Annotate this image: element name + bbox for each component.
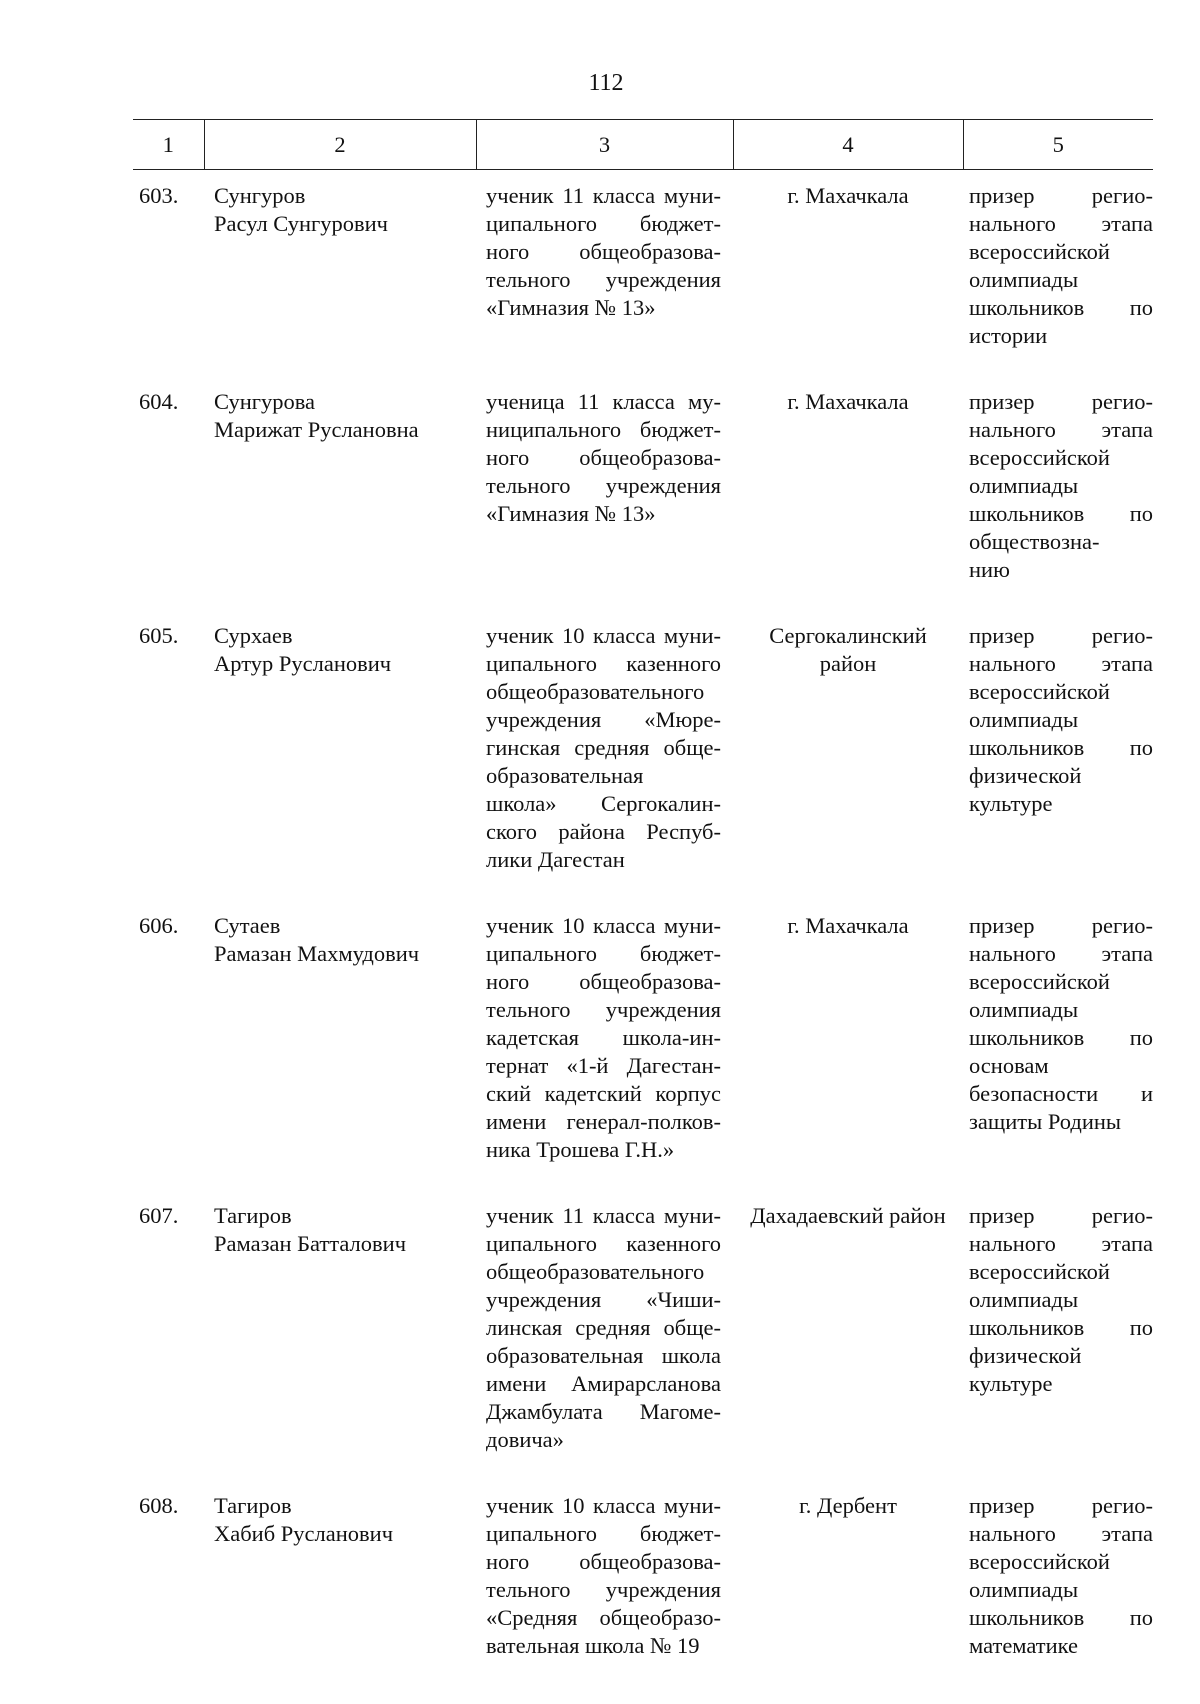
person-name-line: Сунгурова: [214, 389, 316, 414]
award-status-line: физической: [969, 1343, 1082, 1368]
institution-line: ника Трошева Г.Н.»: [486, 1137, 675, 1162]
region-cell: [733, 170, 963, 377]
institution-line: школа» Сергокалин-: [486, 791, 721, 816]
award-status-line: олимпиады: [969, 473, 1079, 498]
award-status-line: школьников по: [969, 735, 1153, 760]
award-status-line: основам: [969, 1053, 1049, 1078]
person-name-line: Марижат Руслановна: [214, 417, 419, 442]
award-status-line: школьников по: [969, 295, 1153, 320]
table-row: [133, 376, 1153, 610]
person-name-line: Рамазан Батталович: [214, 1231, 407, 1256]
person-name-line: Рамазан Махмудович: [214, 941, 420, 966]
region-line: г. Махачкала: [787, 183, 909, 208]
institution-line: ский кадетский корпус: [486, 1081, 721, 1106]
institution-line: ученик 10 класса муни-: [486, 623, 721, 648]
institution-line: ученик 11 класса муни-: [486, 183, 721, 208]
person-name-line: Расул Сунгурович: [214, 211, 389, 236]
row-number-cell: 608.: [139, 1493, 179, 1518]
institution-line: ципального бюджет-: [486, 941, 721, 966]
page-number: 112: [588, 70, 624, 96]
award-status-line: призер регио-: [969, 1203, 1153, 1228]
institution-line: ученица 11 класса му-: [486, 389, 721, 414]
award-status-cell: [963, 1480, 1153, 1686]
institution-line: лики Дагестан: [486, 847, 625, 872]
person-name-line: Сурхаев: [214, 623, 293, 648]
award-status-line: призер регио-: [969, 183, 1153, 208]
institution-line: ского района Респуб-: [486, 819, 721, 844]
institution-line: образовательная: [486, 763, 644, 788]
institution-line: ученик 11 класса муни-: [486, 1203, 721, 1228]
person-name-line: Артур Русланович: [214, 651, 392, 676]
person-name-cell: [204, 376, 476, 610]
region-line: г. Махачкала: [787, 389, 909, 414]
institution-line: учреждения «Мюре-: [486, 707, 721, 732]
institution-line: вательная школа № 19: [486, 1633, 700, 1658]
award-status-line: нального этапа: [969, 211, 1153, 236]
institution-cell: [476, 170, 733, 377]
institution-line: ученик 10 класса муни-: [486, 1493, 721, 1518]
institution-line: тернат «1-й Дагестан-: [486, 1053, 721, 1078]
table-row: [133, 610, 1153, 900]
award-status-line: всероссийской: [969, 1549, 1110, 1574]
row-number-cell: 606.: [139, 913, 179, 938]
institution-line: «Средняя общеобразо-: [486, 1605, 721, 1630]
award-status-line: школьников по: [969, 1315, 1153, 1340]
table-row: [133, 170, 1153, 377]
region-line: район: [819, 651, 877, 676]
person-name-line: Тагиров: [214, 1493, 292, 1518]
institution-line: линская средняя обще-: [486, 1315, 721, 1340]
table-header-row: [133, 120, 1153, 170]
table-row: [133, 900, 1153, 1190]
award-status-line: всероссийской: [969, 969, 1110, 994]
institution-line: тельного учреждения: [486, 1577, 721, 1602]
institution-cell: [476, 376, 733, 610]
institution-line: кадетская школа-ин-: [486, 1025, 721, 1050]
region-cell: [733, 900, 963, 1190]
region-cell: [733, 610, 963, 900]
award-status-line: школьников по: [969, 1025, 1153, 1050]
column-header-3: 3: [476, 120, 733, 170]
institution-cell: [476, 1480, 733, 1686]
award-status-line: культуре: [969, 791, 1053, 816]
person-name-cell: [204, 1480, 476, 1686]
award-status-line: безопасности и: [969, 1081, 1153, 1106]
institution-line: имени Амирарсланова: [486, 1371, 721, 1396]
institution-line: ципального бюджет-: [486, 211, 721, 236]
award-status-line: обществозна-: [969, 529, 1100, 554]
award-status-line: школьников по: [969, 501, 1153, 526]
person-name-cell: [204, 900, 476, 1190]
award-status-cell: [963, 1190, 1153, 1480]
region-line: г. Дербент: [799, 1493, 897, 1518]
region-line: г. Махачкала: [787, 913, 909, 938]
institution-cell: [476, 1190, 733, 1480]
award-status-line: олимпиады: [969, 707, 1079, 732]
institution-line: ученик 10 класса муни-: [486, 913, 721, 938]
person-name-line: Хабиб Русланович: [214, 1521, 394, 1546]
award-status-line: всероссийской: [969, 445, 1110, 470]
award-status-line: школьников по: [969, 1605, 1153, 1630]
institution-line: ципального казенного: [486, 1231, 721, 1256]
award-status-line: олимпиады: [969, 1287, 1079, 1312]
table-row: [133, 1190, 1153, 1480]
award-status-line: всероссийской: [969, 239, 1110, 264]
institution-line: ниципального бюджет-: [486, 417, 721, 442]
row-number-cell: 603.: [139, 183, 179, 208]
institution-line: ного общеобразова-: [486, 969, 721, 994]
award-status-line: культуре: [969, 1371, 1053, 1396]
row-number-cell: 607.: [139, 1203, 179, 1228]
award-status-line: физической: [969, 763, 1082, 788]
award-status-cell: [963, 610, 1153, 900]
institution-cell: [476, 900, 733, 1190]
region-cell: [733, 1190, 963, 1480]
award-status-line: нию: [969, 557, 1010, 582]
award-status-line: призер регио-: [969, 1493, 1153, 1518]
institution-line: ципального казенного: [486, 651, 721, 676]
award-status-cell: [963, 376, 1153, 610]
person-name-line: Сунгуров: [214, 183, 306, 208]
institution-line: тельного учреждения: [486, 267, 721, 292]
row-number-cell: 604.: [139, 389, 179, 414]
award-status-line: истории: [969, 323, 1048, 348]
award-status-line: призер регио-: [969, 623, 1153, 648]
table-row: [133, 1480, 1153, 1686]
region-cell: [733, 376, 963, 610]
column-header-2: 2: [204, 120, 476, 170]
award-status-line: математике: [969, 1633, 1079, 1658]
awardees-table: [133, 119, 1153, 1686]
award-status-line: нального этапа: [969, 941, 1153, 966]
award-status-line: нального этапа: [969, 651, 1153, 676]
award-status-line: всероссийской: [969, 1259, 1110, 1284]
institution-line: общеобразовательного: [486, 1259, 705, 1284]
column-header-1: 1: [133, 120, 204, 170]
award-status-line: нального этапа: [969, 417, 1153, 442]
person-name-cell: [204, 170, 476, 377]
award-status-cell: [963, 900, 1153, 1190]
award-status-line: олимпиады: [969, 267, 1079, 292]
institution-line: образовательная школа: [486, 1343, 721, 1368]
column-header-4: 4: [733, 120, 963, 170]
person-name-cell: [204, 1190, 476, 1480]
award-status-line: олимпиады: [969, 997, 1079, 1022]
institution-line: гинская средняя обще-: [486, 735, 721, 760]
institution-line: «Гимназия № 13»: [486, 295, 656, 320]
region-cell: [733, 1480, 963, 1686]
institution-line: довича»: [486, 1427, 564, 1452]
institution-line: ного общеобразова-: [486, 1549, 721, 1574]
institution-line: имени генерал-полков-: [486, 1109, 721, 1134]
institution-cell: [476, 610, 733, 900]
institution-line: ного общеобразова-: [486, 239, 721, 264]
region-line: Сергокалинский: [769, 623, 927, 648]
institution-line: «Гимназия № 13»: [486, 501, 656, 526]
award-status-line: олимпиады: [969, 1577, 1079, 1602]
person-name-line: Сутаев: [214, 913, 281, 938]
person-name-cell: [204, 610, 476, 900]
award-status-line: защиты Родины: [969, 1109, 1122, 1134]
institution-line: учреждения «Чиши-: [486, 1287, 721, 1312]
region-line: Дахадаевский район: [750, 1203, 946, 1228]
institution-line: ципального бюджет-: [486, 1521, 721, 1546]
award-status-line: нального этапа: [969, 1521, 1153, 1546]
institution-line: тельного учреждения: [486, 997, 721, 1022]
award-status-line: нального этапа: [969, 1231, 1153, 1256]
table-body: [133, 170, 1153, 1687]
column-header-5: 5: [963, 120, 1153, 170]
award-status-cell: [963, 170, 1153, 377]
institution-line: ного общеобразова-: [486, 445, 721, 470]
award-status-line: всероссийской: [969, 679, 1110, 704]
row-number-cell: 605.: [139, 623, 179, 648]
institution-line: общеобразовательного: [486, 679, 705, 704]
person-name-line: Тагиров: [214, 1203, 292, 1228]
award-status-line: призер регио-: [969, 913, 1153, 938]
award-status-line: призер регио-: [969, 389, 1153, 414]
institution-line: Джамбулата Магоме-: [486, 1399, 721, 1424]
institution-line: тельного учреждения: [486, 473, 721, 498]
